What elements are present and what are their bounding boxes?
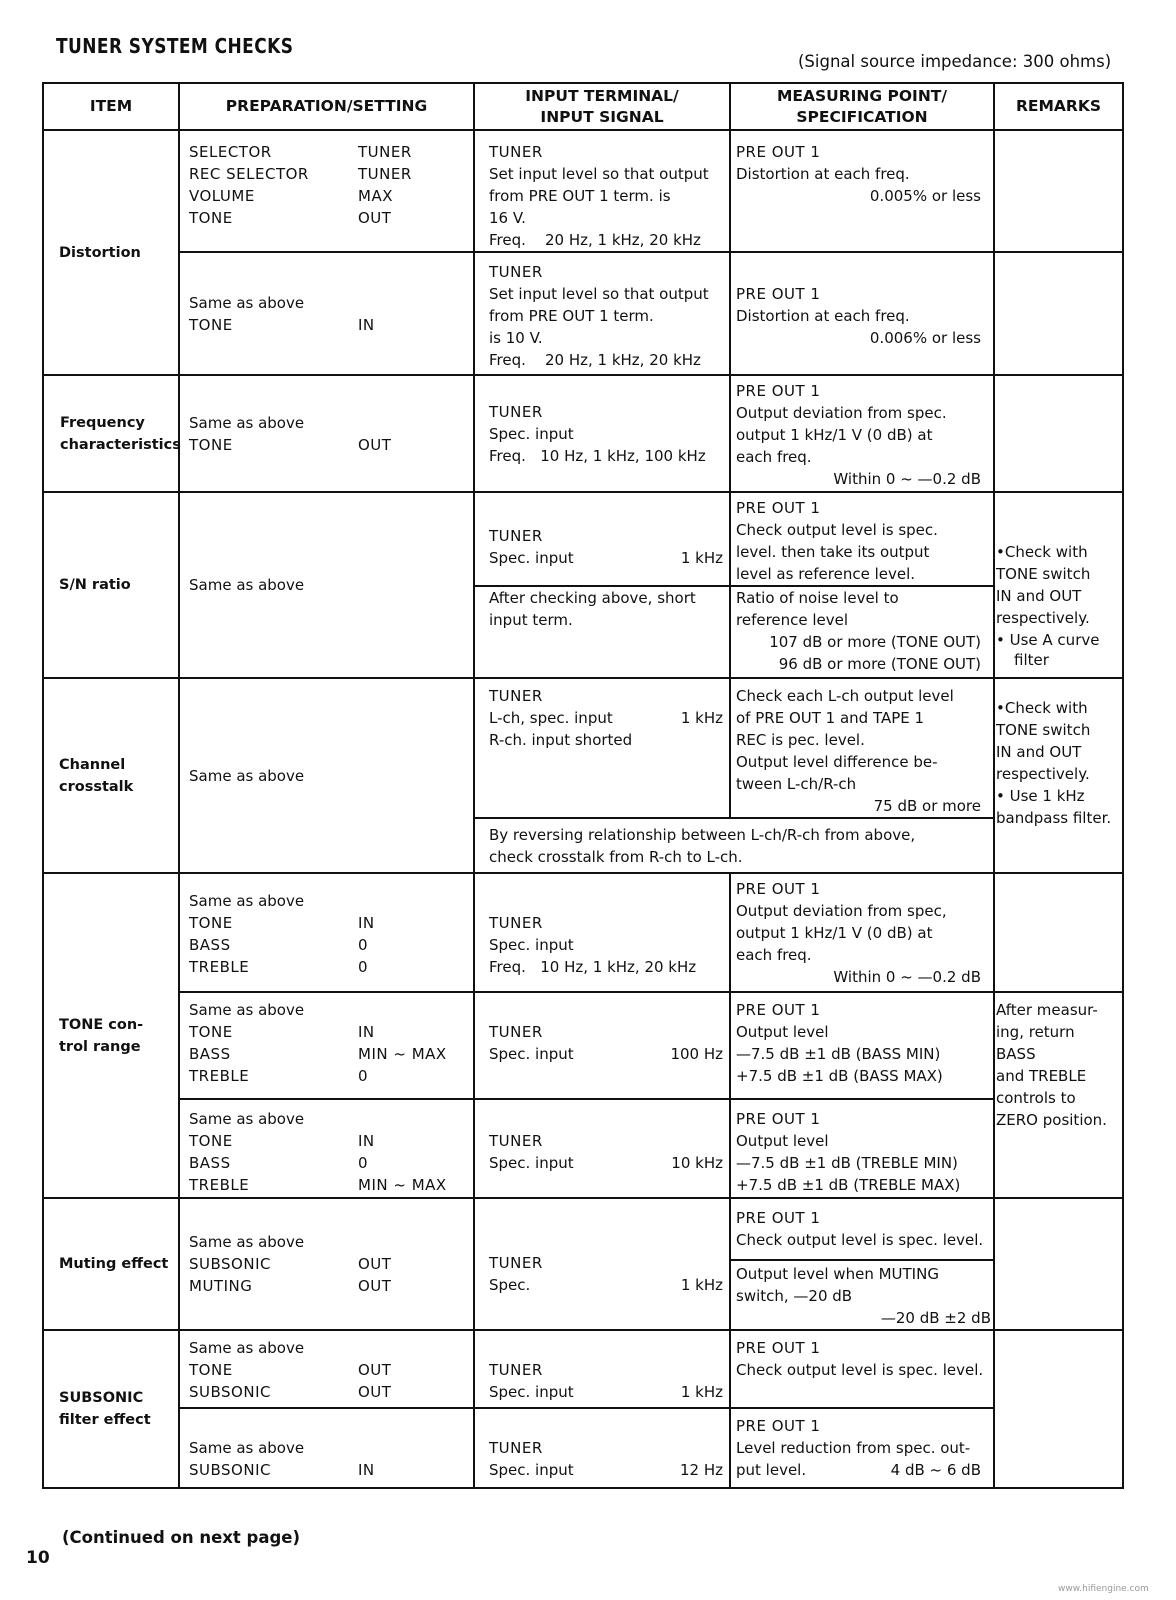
meas-line: Check each L-ch output level (736, 687, 954, 705)
input-line: TUNER (489, 1439, 543, 1457)
continued-note: (Continued on next page) (62, 1528, 301, 1547)
input-spec-line: L-ch, spec. input 1 kHz (489, 709, 723, 727)
remark-line: bandpass filter. (996, 809, 1112, 827)
prep-setting: SUBSONIC OUT (189, 1255, 392, 1273)
tuner-checks-table (42, 82, 1124, 1489)
remark-line: ZERO position. (996, 1111, 1107, 1129)
meas-line: +7.5 dB ±1 dB (BASS MAX) (736, 1067, 943, 1085)
header-input-line-2: INPUT SIGNAL (540, 107, 664, 126)
remark-line: respectively. (996, 765, 1090, 783)
crosstalk-row-1 (43, 678, 1123, 818)
header-measuring-line-1: MEASURING POINT/ (776, 86, 948, 105)
subsonic-1-prep (179, 1330, 474, 1408)
crosstalk-remarks (994, 678, 1123, 873)
remark-line: controls to (996, 1089, 1076, 1107)
input-line: from PRE OUT 1 term. (489, 307, 654, 325)
remark-line: respectively. (996, 609, 1090, 627)
muting-measuring-1 (730, 1198, 994, 1260)
prep-same: Same as above (189, 1233, 305, 1251)
item-crosstalk: Channel crosstalk (43, 678, 179, 873)
prep-setting: TREBLE MIN ~ MAX (189, 1176, 447, 1194)
meas-value: —20 dB ±2 dB (880, 1309, 991, 1327)
header-measuring-line-2: SPECIFICATION (796, 107, 928, 126)
freq-line: Freq. 10 Hz, 1 kHz, 20 kHz (489, 958, 697, 976)
meas-line: each freq. (736, 946, 812, 964)
meas-value: 107 dB or more (TONE OUT) (769, 633, 981, 651)
muting-prep (179, 1198, 474, 1330)
tone-row-3 (43, 1099, 1123, 1198)
subsonic-2-prep (179, 1408, 474, 1488)
input-line: Set input level so that output (489, 165, 709, 183)
subsonic-1-input (474, 1330, 730, 1408)
meas-line: PRE OUT 1 (736, 143, 821, 161)
tone-1-prep (179, 873, 474, 992)
tone-1-measuring (730, 873, 994, 992)
meas-line: —7.5 dB ±1 dB (TREBLE MIN) (736, 1154, 958, 1172)
tone-2-measuring (730, 992, 994, 1099)
input-spec-line: Spec. input 12 Hz (489, 1461, 723, 1479)
prep-same: Same as above (189, 1339, 305, 1357)
input-spec-line: Spec. input 100 Hz (489, 1045, 723, 1063)
input-line: TUNER (489, 1254, 543, 1272)
prep-setting: TONE IN (189, 315, 375, 334)
meas-value: 0.006% or less (869, 329, 981, 347)
input-line: TUNER (489, 402, 543, 421)
sn-measuring-2 (730, 586, 994, 678)
meas-line: REC is pec. level. (736, 731, 865, 749)
item-tone: TONE con- trol range (43, 873, 179, 1198)
meas-line: tween L-ch/R-ch (736, 775, 857, 793)
header-input-line-1: INPUT TERMINAL/ (525, 86, 679, 105)
header-preparation: PREPARATION/SETTING (179, 83, 474, 130)
freq-line: Freq. 10 Hz, 1 kHz, 100 kHz (489, 446, 706, 465)
distortion-1-remarks (994, 130, 1123, 252)
meas-line: PRE OUT 1 (736, 1339, 821, 1357)
input-line: Spec. input (489, 936, 574, 954)
meas-line: reference level (736, 611, 849, 629)
prep-setting: SUBSONIC OUT (189, 1383, 392, 1401)
item-frequency: Frequency characteristics (43, 375, 179, 492)
item-muting: Muting effect (43, 1198, 179, 1330)
frequency-measuring (730, 375, 994, 492)
input-line: TUNER (489, 1132, 543, 1150)
remark-line: • Use A curve (996, 631, 1100, 649)
prep-setting: REC SELECTOR TUNER (189, 165, 412, 183)
prep-setting: TONE OUT (189, 1361, 392, 1379)
remark-line: •Check with (996, 543, 1088, 561)
header-row (43, 83, 1123, 130)
impedance-note: (Signal source impedance: 300 ohms) (798, 52, 1112, 71)
remark-line: • Use 1 kHz (996, 787, 1085, 805)
meas-line: Check output level is spec. (736, 521, 938, 539)
remark-line: filter (1014, 651, 1049, 669)
distortion-1-prep (179, 130, 474, 252)
header-item: ITEM (43, 83, 179, 130)
distortion-2-remarks (994, 252, 1123, 375)
meas-line: Distortion at each freq. (736, 165, 910, 183)
input-line: from PRE OUT 1 term. is (489, 187, 671, 205)
remark-line: ing, return (996, 1023, 1075, 1041)
subsonic-remarks (994, 1330, 1123, 1488)
prep-setting: TONE IN (189, 1023, 375, 1041)
meas-line: Output level (736, 1132, 829, 1150)
remark-line: BASS (996, 1045, 1036, 1063)
sn-prep: Same as above (179, 492, 474, 678)
prep-setting: VOLUME MAX (189, 187, 393, 205)
frequency-row (43, 375, 1123, 492)
prep-same: Same as above (189, 1439, 305, 1457)
input-line: is 10 V. (489, 329, 543, 347)
input-line: TUNER (489, 687, 543, 705)
meas-line: +7.5 dB ±1 dB (TREBLE MAX) (736, 1176, 961, 1194)
prep-setting: BASS MIN ~ MAX (189, 1045, 447, 1063)
prep-setting: TONE IN (189, 914, 375, 932)
header-remarks: REMARKS (994, 83, 1123, 130)
remark-line: IN and OUT (996, 743, 1082, 761)
input-spec-line: Spec. input 1 kHz (489, 1383, 723, 1401)
tone-1-input (474, 873, 730, 992)
muting-input (474, 1198, 730, 1330)
sn-input-1 (474, 492, 730, 586)
meas-line: Output level difference be- (736, 753, 938, 771)
meas-line: PRE OUT 1 (736, 382, 821, 400)
tone-2-prep (179, 992, 474, 1099)
freq-line: Freq. 20 Hz, 1 kHz, 20 kHz (489, 231, 701, 249)
tone-3-input (474, 1099, 730, 1198)
prep-same: Same as above (189, 1110, 305, 1128)
distortion-2-prep (179, 252, 474, 375)
tone-row-1 (43, 873, 1123, 992)
prep-setting: BASS 0 (189, 1154, 369, 1172)
input-line: 16 V. (489, 209, 526, 227)
crosstalk-prep: Same as above (179, 678, 474, 873)
meas-line: PRE OUT 1 (736, 1209, 821, 1227)
tone-3-prep (179, 1099, 474, 1198)
prep-same: Same as above (189, 413, 305, 432)
page-number: 10 (26, 1548, 50, 1568)
input-line: TUNER (489, 143, 543, 161)
meas-line: —7.5 dB ±1 dB (BASS MIN) (736, 1045, 941, 1063)
meas-line: PRE OUT 1 (736, 1417, 821, 1435)
meas-line: output 1 kHz/1 V (0 dB) at (736, 426, 933, 444)
prep-setting: TONE OUT (189, 435, 392, 454)
subsonic-2-measuring (730, 1408, 994, 1488)
prep-setting: SELECTOR TUNER (189, 143, 412, 161)
meas-value-line: put level. 4 dB ~ 6 dB (736, 1461, 981, 1479)
subsonic-row-2 (43, 1408, 1123, 1488)
distortion-row-1 (43, 130, 1123, 252)
remark-line: TONE switch (996, 565, 1091, 583)
subsonic-row-1 (43, 1330, 1123, 1408)
meas-line: Output deviation from spec, (736, 902, 947, 920)
distortion-1-measuring (730, 130, 994, 252)
meas-value: 75 dB or more (873, 797, 981, 815)
input-line: TUNER (489, 1361, 543, 1379)
meas-line: PRE OUT 1 (736, 1001, 821, 1019)
meas-line: level as reference level. (736, 565, 916, 583)
tone-row-2 (43, 992, 1123, 1099)
remark-line: IN and OUT (996, 587, 1082, 605)
input-line: Spec. input (489, 424, 574, 443)
distortion-2-input (474, 252, 730, 375)
header-measuring (730, 83, 994, 130)
input-line: TUNER (489, 914, 543, 932)
item-distortion: Distortion (43, 130, 179, 375)
prep-same: Same as above (189, 1001, 305, 1019)
sn-measuring-1 (730, 492, 994, 586)
meas-line: Output deviation from spec. (736, 404, 947, 422)
muting-remarks (994, 1198, 1123, 1330)
meas-line: Check output level is spec. level. (736, 1231, 984, 1249)
sn-remarks (994, 492, 1123, 678)
meas-line: level. then take its output (736, 543, 930, 561)
input-line: After checking above, short (489, 589, 696, 607)
page-title: TUNER SYSTEM CHECKS (56, 34, 294, 58)
input-line: R-ch. input shorted (489, 731, 633, 749)
meas-line: Ratio of noise level to (736, 589, 899, 607)
prep-same: Same as above (189, 293, 305, 312)
prep-same: Same as above (189, 892, 305, 910)
remark-line: After measur- (996, 1001, 1098, 1019)
input-line: input term. (489, 611, 573, 629)
watermark: www.hifiengine.com (1058, 1584, 1149, 1594)
tone-2-input (474, 992, 730, 1099)
muting-row-1 (43, 1198, 1123, 1260)
sn-row-1 (43, 492, 1123, 586)
frequency-remarks (994, 375, 1123, 492)
distortion-1-input (474, 130, 730, 252)
meas-line: Distortion at each freq. (736, 307, 910, 325)
frequency-input (474, 375, 730, 492)
prep-setting: TREBLE 0 (189, 1067, 369, 1085)
prep-setting: SUBSONIC IN (189, 1461, 375, 1479)
prep-setting: BASS 0 (189, 936, 369, 954)
input-spec-line: Spec. 1 kHz (489, 1276, 723, 1294)
reverse-line: check crosstalk from R-ch to L-ch. (489, 847, 743, 866)
meas-line: PRE OUT 1 (736, 499, 821, 517)
remark-line: TONE switch (996, 721, 1091, 739)
sn-input-2 (474, 586, 730, 678)
remark-line: •Check with (996, 699, 1088, 717)
input-line: TUNER (489, 263, 543, 281)
meas-line: Output level (736, 1023, 829, 1041)
meas-value: Within 0 ~ —0.2 dB (833, 470, 981, 488)
reverse-line: By reversing relationship between L-ch/R-ch from above, (489, 825, 916, 844)
item-sn: S/N ratio (43, 492, 179, 678)
meas-value: Within 0 ~ —0.2 dB (833, 968, 981, 986)
tone-remarks (994, 992, 1123, 1198)
input-spec-line: Spec. input 10 kHz (489, 1154, 723, 1172)
prep-setting: MUTING OUT (189, 1277, 392, 1295)
input-line: TUNER (489, 527, 543, 545)
meas-line: output 1 kHz/1 V (0 dB) at (736, 924, 933, 942)
meas-line: PRE OUT 1 (736, 880, 821, 898)
crosstalk-reverse (474, 818, 994, 873)
meas-line: Level reduction from spec. out- (736, 1439, 971, 1457)
prep-setting: TONE OUT (189, 209, 392, 227)
prep-setting: TONE IN (189, 1132, 375, 1150)
meas-value: 96 dB or more (TONE OUT) (778, 655, 981, 673)
item-subsonic: SUBSONIC filter effect (43, 1330, 179, 1488)
input-spec-line: Spec. input 1 kHz (489, 549, 723, 567)
meas-line: each freq. (736, 448, 812, 466)
input-line: Set input level so that output (489, 285, 709, 303)
distortion-row-2 (43, 252, 1123, 375)
tone-1-remarks (994, 873, 1123, 992)
freq-line: Freq. 20 Hz, 1 kHz, 20 kHz (489, 351, 701, 369)
tone-3-measuring (730, 1099, 994, 1198)
frequency-prep (179, 375, 474, 492)
crosstalk-measuring (730, 678, 994, 818)
crosstalk-input (474, 678, 730, 818)
subsonic-2-input (474, 1408, 730, 1488)
meas-value: 0.005% or less (869, 187, 981, 205)
header-input (474, 83, 730, 130)
prep-setting: TREBLE 0 (189, 958, 369, 976)
muting-measuring-2 (730, 1260, 994, 1330)
input-line: TUNER (489, 1023, 543, 1041)
meas-line: of PRE OUT 1 and TAPE 1 (736, 709, 925, 727)
meas-line: PRE OUT 1 (736, 1110, 821, 1128)
meas-line: PRE OUT 1 (736, 285, 821, 303)
meas-line: Output level when MUTING (736, 1265, 939, 1283)
meas-line: Check output level is spec. level. (736, 1361, 984, 1379)
meas-line: switch, —20 dB (736, 1287, 853, 1305)
distortion-2-measuring (730, 252, 994, 375)
subsonic-1-measuring (730, 1330, 994, 1408)
remark-line: and TREBLE (996, 1067, 1087, 1085)
